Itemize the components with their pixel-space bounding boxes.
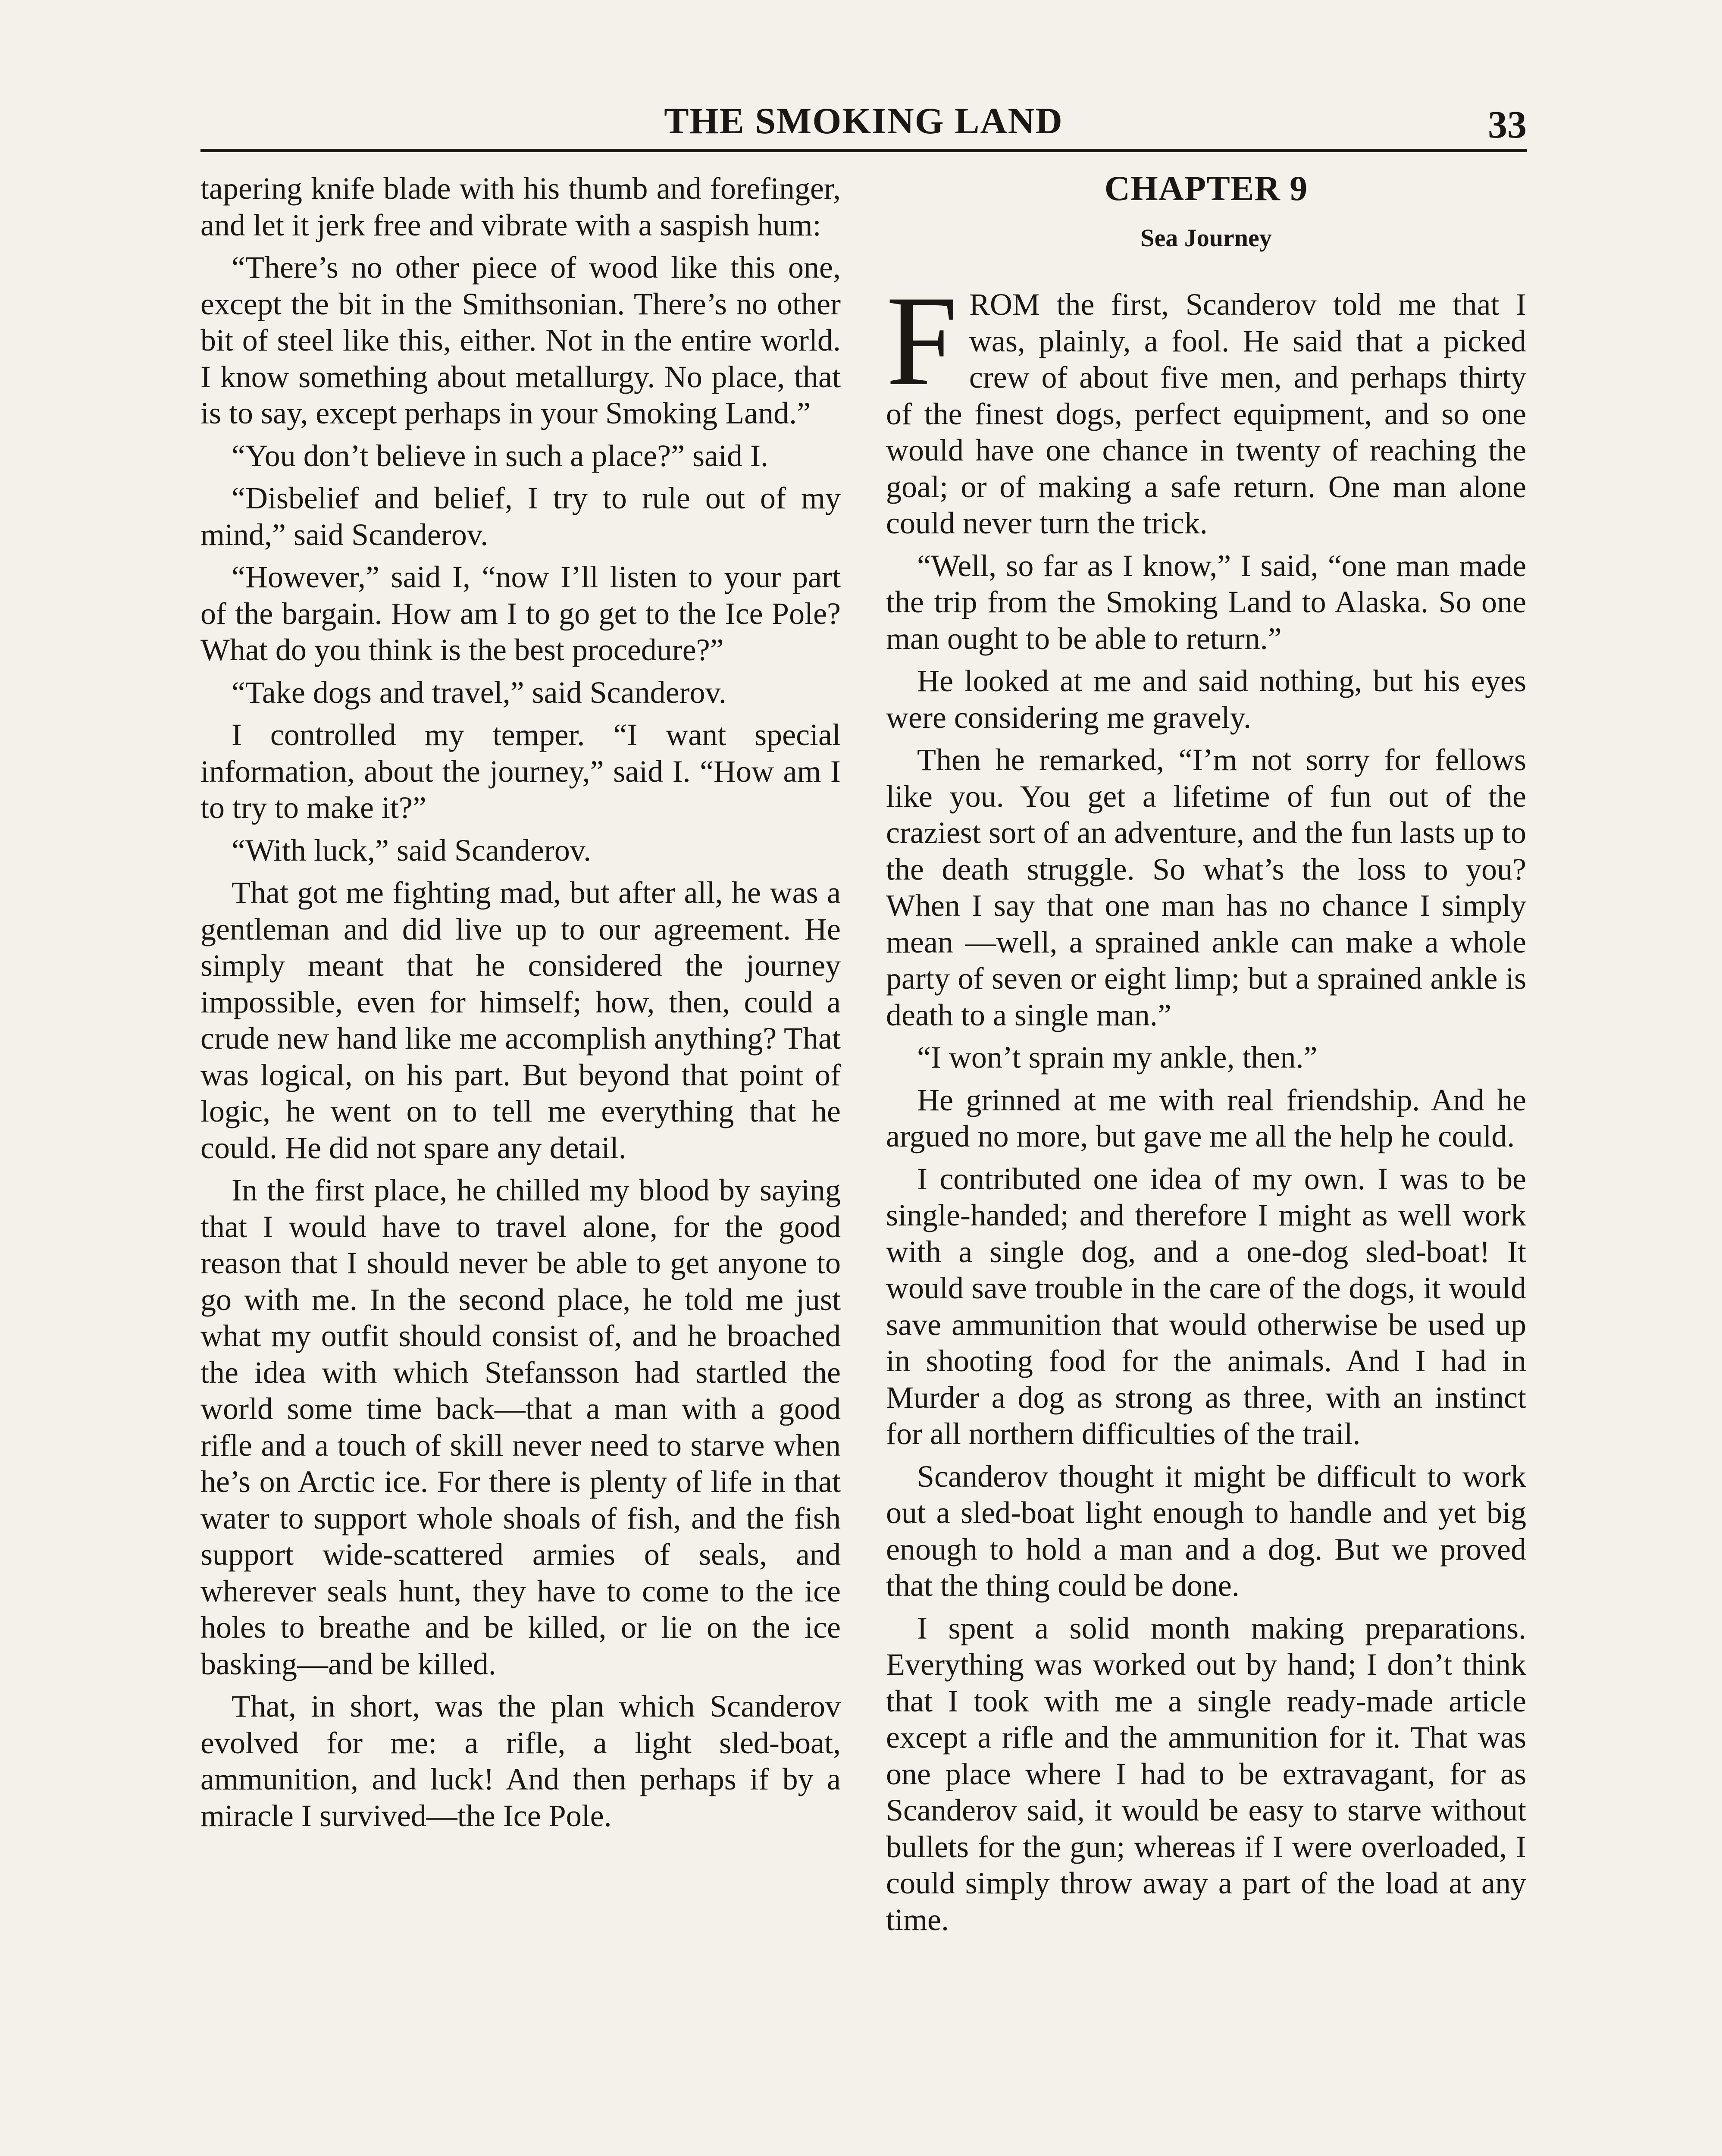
paragraph: That, in short, was the plan which Scanderov evolved for me: a rifle, a light sled-boat, ammunition, and luck! And then perhaps if by a miracle I survived—the Ice Pole. (200, 1689, 841, 1833)
running-header (200, 99, 1527, 151)
chapter-heading: CHAPTER 9 (1104, 169, 1308, 208)
paragraph: That got me fighting mad, but after all, he was a gentleman and did live up to our agreement. He simply meant that he considered the journey impossible, even for himself; how, then, could a crude new hand like me accomplish anything? That was logical, on his part. But beyond that point of logic, he went on to tell me everything that he could. He did not spare any detail. (200, 875, 841, 1165)
page-number: 33 (1488, 103, 1527, 146)
right-column (886, 170, 1526, 1944)
paragraph: tapering knife blade with his thumb and forefinger, and let it jerk free and vibrate with a saspish hum: (200, 171, 841, 242)
paragraph: “With luck,” said Scanderov. (232, 833, 592, 868)
left-column (200, 170, 841, 1840)
paragraph: He looked at me and said nothing, but his eyes were considering me gravely. (886, 664, 1526, 735)
drop-cap: F (886, 269, 958, 412)
paragraph: Then he remarked, “I’m not sorry for fellows like you. You get a lifetime of fun out of the craziest sort of an adventure, and the fun lasts up to the death struggle. So what’s the loss to you? When I say that one man has no chance I simply mean —well, a sprained ankle can make a whole party of seven or eight limp; but a sprained ankle is death to a single man.” (886, 743, 1526, 1032)
paragraph: I spent a solid month making preparations. Everything was worked out by hand; I don’t think that I took with me a single ready-made article except a rifle and the ammunition for it. That was one place where I had to be extravagant, for as Scanderov said, it would be easy to starve without bullets for the gun; whereas if I were overloaded, I could simply throw away a part of the load at any time. (886, 1611, 1526, 1937)
paragraph: “Well, so far as I know,” I said, “one man made the trip from the Smoking Land to Alaska. So one man ought to be able to return.” (886, 548, 1526, 656)
running-title: THE SMOKING LAND (664, 100, 1063, 141)
paragraph: “Disbelief and belief, I try to rule out of my mind,” said Scanderov. (200, 481, 841, 552)
paragraph: “Take dogs and travel,” said Scanderov. (232, 675, 726, 710)
paragraph: “You don’t believe in such a place?” said I. (232, 438, 768, 473)
paragraph: “However,” said I, “now I’ll listen to your part of the bargain. How am I to go get to the Ice Pole? What do you think is the best procedure?” (200, 560, 841, 667)
paragraph: I controlled my temper. “I want special information, about the journey,” said I. “How am I to try to make it?” (200, 718, 841, 825)
paragraph: Scanderov thought it might be difficult to work out a sled-boat light enough to handle and yet big enough to hold a man and a dog. But we proved that the thing could be done. (886, 1459, 1526, 1603)
opening-paragraph-text: ROM the first, Scanderov told me that I was, plainly, a fool. He said that a picked crew of about five men, and perhaps thirty of the finest dogs, perfect equipment, and so one would have one chance in twenty of reaching the goal; or of making a safe return. One man alone could never turn the trick. (886, 287, 1526, 540)
opening-paragraph (886, 269, 1526, 542)
paragraph: In the first place, he chilled my blood by saying that I would have to travel alone, for the good reason that I should never be able to get anyone to go with me. In the second place, he told me just what my outfit should consist of, and he broached the idea with which Stefansson had startled the world some time back—that a man with a good rifle and a touch of skill never need to starve when he’s on Arctic ice. For there is plenty of life in that water to support whole shoals of fish, and the fish support wide-scattered armies of seals, and wherever seals hunt, they have to come to the ice holes to breathe and be killed, or lie on the ice basking—and be killed. (200, 1173, 841, 1681)
paragraph: “I won’t sprain my ankle, then.” (917, 1040, 1318, 1075)
paragraph: I contributed one idea of my own. I was to be single-handed; and therefore I might as well work with a single dog, and a one-dog sled-boat! It would save trouble in the care of the dogs, it would save ammunition that would otherwise be used up in shooting food for the animals. And I had in Murder a dog as strong as three, with an instinct for all northern difficulties of the trail. (886, 1161, 1526, 1451)
paragraph: He grinned at me with real friendship. And he argued no more, but gave me all the help he could. (886, 1082, 1526, 1153)
paragraph: “There’s no other piece of wood like this one, except the bit in the Smithsonian. There’s no other bit of steel like this, either. Not in the entire world. I know something about metallurgy. No place, that is to say, except perhaps in your Smoking Land.” (200, 250, 841, 430)
header-rule (200, 149, 1527, 152)
chapter-subtitle: Sea Journey (1140, 223, 1272, 252)
